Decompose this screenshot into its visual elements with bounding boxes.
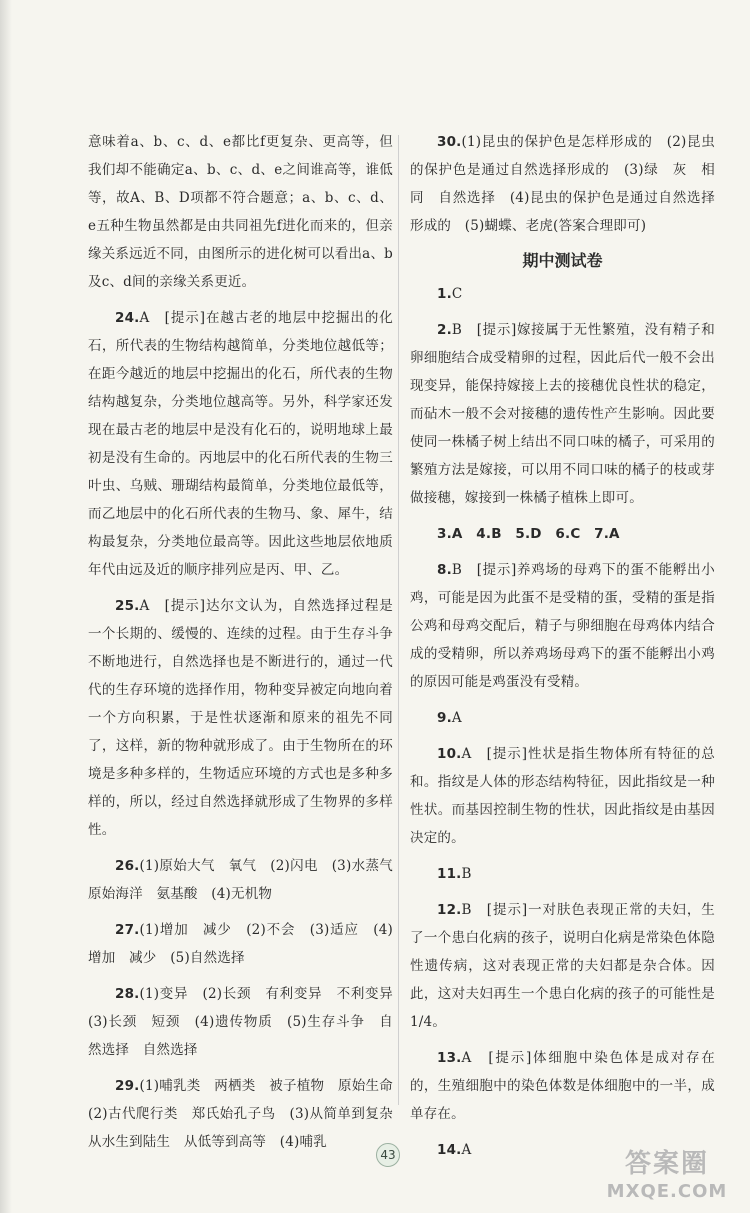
page-number: 43	[376, 1143, 400, 1167]
midterm-answer-13: 13.A [提示]体细胞中染色体是成对存在的，生殖细胞中的染色体数是体细胞中的一半，成单存在。	[410, 1050, 715, 1122]
answer-25: 25.A [提示]达尔文认为，自然选择过程是一个长期的、缓慢的、连续的过程。由于生存斗争不断地进行，自然选择也是不断进行的，通过一代代的生存环境的选择作用，物种变异被定向地向着一个方向积累，于是性状逐渐和原来的祖先不同了，这样，新的物种就形成了。由于生物所在的环境是多种多样的，生物适应环境的方式也是多种多样的，所以，经过自然选择就形成了生物界的多样性。	[88, 598, 393, 838]
section-title: 期中测试卷	[522, 251, 603, 270]
midterm-answer-9: 9.A	[437, 710, 462, 726]
right-column	[410, 128, 715, 1164]
midterm-answer-1: 1.C	[437, 286, 463, 302]
answer-24: 24.A [提示]在越古老的地层中挖掘出的化石，所代表的生物结构越简单，分类地位越低等；在距今越近的地层中挖掘出的化石，所代表的生物结构越复杂，分类地位越高等。另外，科学家还发现在最古老的地层中是没有化石的，说明地球上最初是没有生命的。丙地层中的化石所代表的生物三叶虫、乌贼、珊瑚结构最简单，分类地位最低等，而乙地层中的化石所代表的生物马、象、犀牛，结构最复杂，分类地位最高等。因此这些地层依地质年代由远及近的顺序排列应是丙、甲、乙。	[88, 310, 393, 578]
answer-29: 29.(1)哺乳类 两栖类 被子植物 原始生命 (2)古代爬行类 郑氏始孔子鸟 (3)从简单到复杂 从水生到陆生 从低等到高等 (4)哺乳	[88, 1078, 407, 1150]
midterm-answer-14: 14.A	[437, 1142, 472, 1158]
answer-28: 28.(1)变异 (2)长颈 有利变异 不利变异 (3)长颈 短颈 (4)遗传物质 (5)生存斗争 自然选择 自然选择	[88, 986, 407, 1058]
midterm-answer-12: 12.B [提示]一对肤色表现正常的夫妇，生了一个患白化病的孩子，说明白化病是常染色体隐性遗传病，这对表现正常的夫妇都是杂合体。因此，这对夫妇再生一个患白化病的孩子的可能性是1/4。	[410, 902, 715, 1030]
page-edge-shadow	[0, 0, 12, 1213]
midterm-answer-2: 2.B [提示]嫁接属于无性繁殖，没有精子和卵细胞结合成受精卵的过程，因此后代一般不会出现变异，能保持嫁接上去的接穗优良性状的稳定，而砧木一般不会对接穗的遗传性产生影响。因此要使同一株橘子树上结出不同口味的橘子，可采用的繁殖方法是嫁接，可以用不同口味的橘子的枝或芽做接穗，嫁接到一株橘子植株上即可。	[410, 322, 715, 506]
watermark-logo-text: 答案圈	[624, 1149, 709, 1179]
midterm-answer-8: 8.B [提示]养鸡场的母鸡下的蛋不能孵出小鸡，可能是因为此蛋不是受精的蛋，受精的蛋是指公鸡和母鸡交配后，精子与卵细胞在母鸡体内结合成的受精卵，所以养鸡场母鸡下的蛋不能孵出小鸡的原因可能是鸡蛋没有受精。	[410, 562, 715, 690]
site-watermark	[592, 1147, 742, 1207]
column-divider	[398, 135, 399, 1105]
midterm-answer-10: 10.A [提示]性状是指生物体所有特征的总和。指纹是人体的形态结构特征，因此指纹是一种性状。而基因控制生物的性状，因此指纹是由基因决定的。	[410, 746, 715, 846]
answer-continuation: 意味着a、b、c、d、e都比f更复杂、更高等，但我们却不能确定a、b、c、d、e之间谁高等，谁低等，故A、B、D项都不符合题意；a、b、c、d、e五种生物虽然都是由共同祖先f进化而来的，但亲缘关系远近不同，由图所示的进化树可以看出a、b及c、d间的亲缘关系更近。	[88, 134, 393, 290]
answer-26: 26.(1)原始大气 氧气 (2)闪电 (3)水蒸气 原始海洋 氨基酸 (4)无机物	[88, 858, 407, 902]
midterm-answer-11: 11.B	[437, 866, 472, 882]
answer-27: 27.(1)增加 减少 (2)不会 (3)适应 (4)增加 减少 (5)自然选择	[88, 922, 393, 966]
midterm-answers-3-7: 3.A 4.B 5.D 6.C 7.A	[437, 526, 620, 542]
answer-30: 30.(1)昆虫的保护色是怎样形成的 (2)昆虫的保护色是通过自然选择形成的 (3)绿 灰 相同 自然选择 (4)昆虫的保护色是通过自然选择形成的 (5)蝴蝶、老虎(答案合理即可)	[410, 134, 715, 234]
watermark-domain: MXQE.COM	[606, 1181, 728, 1202]
